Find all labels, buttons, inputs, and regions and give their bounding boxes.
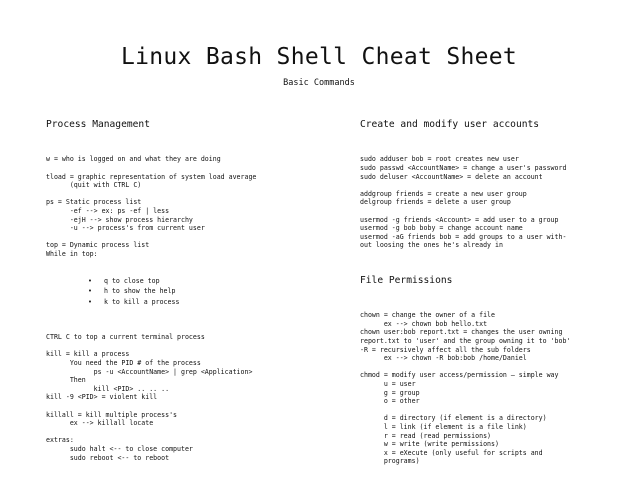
text-line: killall = kill multiple process's	[46, 410, 178, 419]
text-line: sudo halt <-- to close computer	[46, 444, 193, 453]
text-line: chown user:bob report.txt = changes the user owning	[360, 328, 563, 337]
page-subtitle: Basic Commands	[283, 78, 355, 88]
text-line	[46, 190, 336, 199]
text-line: u = user	[360, 380, 416, 389]
process-management-section	[46, 102, 336, 471]
text-line: ex --> killall locate	[46, 419, 154, 428]
text-line: out loosing the ones he's already in	[360, 241, 503, 250]
text-line: tload = graphic representation of system load average	[46, 172, 257, 181]
text-line	[46, 233, 336, 242]
text-line: kill -9 <PID> = violent kill	[46, 393, 158, 402]
text-line: o = other	[360, 397, 420, 406]
text-line	[46, 164, 336, 173]
text-line	[360, 406, 610, 415]
section-heading: Create and modify user accounts	[360, 119, 540, 131]
text-line: usermod -g bob boby = change account name	[360, 224, 523, 233]
text-line: addgroup friends = create a new user group	[360, 189, 527, 198]
text-line: top = Dynamic process list	[46, 241, 150, 250]
text-line: sudo reboot <-- to reboot	[46, 453, 170, 462]
text-line: usermod -aG friends bob = add groups to a user with-	[360, 232, 567, 241]
text-line: chown = change the owner of a file	[360, 311, 495, 320]
text-line	[46, 325, 336, 334]
text-line: -u --> process's from current user	[46, 224, 205, 233]
bullet-item: • q to close top	[46, 276, 336, 287]
text-line	[360, 363, 610, 372]
text-line: -ejH --> show process hierarchy	[46, 215, 193, 224]
section-heading: File Permissions	[360, 275, 453, 287]
text-line: r = read (read permissions)	[360, 431, 492, 440]
user-accounts-section	[360, 102, 610, 475]
text-line: kill = kill a process	[46, 350, 130, 359]
text-line	[360, 181, 610, 190]
text-line: g = group	[360, 388, 420, 397]
text-line: Then	[46, 376, 86, 385]
page-title: Linux Bash Shell Cheat Sheet	[120, 44, 518, 70]
text-line: usermod -g friends <Account> = add user to a group	[360, 215, 559, 224]
text-line: sudo adduser bob = root creates new user	[360, 155, 519, 164]
user-account-lines	[360, 155, 610, 250]
top-keys-list	[46, 276, 336, 308]
text-line: ex --> chown bob hello.txt	[360, 319, 488, 328]
text-line: programs)	[360, 457, 420, 466]
text-line: l = link (if element is a file link)	[360, 423, 527, 431]
text-line	[46, 342, 336, 351]
text-line: ex --> chown -R bob:bob /home/Daniel	[360, 354, 527, 363]
text-line: You need the PID # of the process	[46, 359, 201, 368]
process-lines-continued	[46, 325, 336, 463]
text-line	[360, 207, 610, 216]
file-permission-lines	[360, 311, 610, 466]
text-line: kill <PID> .. .. ..	[46, 384, 170, 393]
text-line: w = write (write permissions)	[360, 440, 499, 449]
text-line: delgroup friends = delete a user group	[360, 198, 511, 207]
section-heading: Process Management	[46, 119, 150, 131]
text-line: d = directory (if element is a directory)	[360, 414, 547, 423]
text-line: w = who is logged on and what they are doing	[46, 155, 221, 164]
text-line: report.txt to 'user' and the group owning it to 'bob'	[360, 337, 571, 346]
text-line: (quit with CTRL C)	[46, 181, 142, 190]
text-line: -ef --> ex: ps -ef | less	[46, 206, 170, 215]
bullet-item: • k to kill a process	[46, 297, 336, 308]
bullet-item: • h to show the help	[46, 286, 336, 297]
text-line: x = eXecute (only useful for scripts and	[360, 448, 543, 457]
process-lines	[46, 155, 336, 258]
text-line	[46, 402, 336, 411]
text-line: chmod = modify user access/permission – simple way	[360, 371, 559, 380]
text-line: While in top:	[46, 249, 98, 258]
text-line: ps -u <AccountName> | grep <Application>	[46, 367, 253, 376]
text-line	[46, 428, 336, 437]
text-line: sudo passwd <AccountName> = change a user's password	[360, 163, 567, 172]
text-line: sudo deluser <AccountName> = delete an account	[360, 172, 543, 181]
text-line: extras:	[46, 436, 74, 445]
text-line: ps = Static process list	[46, 198, 142, 207]
text-line: CTRL C to top a current terminal process	[46, 333, 205, 342]
text-line: -R = recursively affect all the sub folders	[360, 345, 531, 354]
